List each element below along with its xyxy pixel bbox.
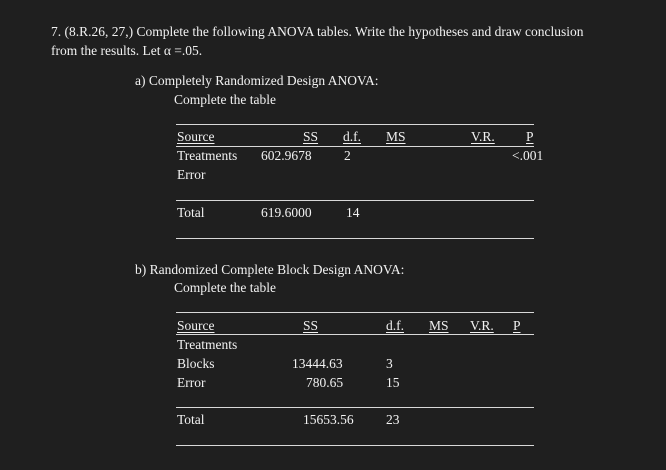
table-b-row-blocks-df: 3	[386, 356, 393, 371]
table-b-row-blocks-ss: 13444.63	[292, 356, 343, 371]
table-a-top-rule	[176, 124, 534, 125]
problem-line-2: from the results. Let α =.05.	[51, 43, 203, 58]
table-a-row-treatments-ss: 602.9678	[261, 148, 312, 163]
table-b-header-ss: SS	[303, 318, 319, 333]
table-a-row-treatments-df: 2	[344, 148, 351, 163]
table-b-header-p: P	[513, 318, 521, 333]
table-a-row-treatments-source: Treatments	[177, 148, 238, 163]
part-a-subheading: Complete the table	[174, 92, 276, 107]
table-a-row-total-ss: 619.6000	[261, 205, 312, 220]
table-b-row-treatments-source: Treatments	[177, 337, 238, 352]
table-b-header-vr: V.R.	[470, 318, 494, 333]
table-a-row-total-source: Total	[177, 205, 205, 220]
table-a-header-p: P	[526, 129, 534, 144]
table-a-header-vr: V.R.	[471, 129, 495, 144]
table-b-row-total-source: Total	[177, 412, 205, 427]
table-b-header-df: d.f.	[386, 318, 404, 333]
table-b-row-error-ss: 780.65	[306, 375, 344, 390]
table-a-row-treatments-p: <.001	[512, 148, 544, 163]
table-a-row-total-df: 14	[346, 205, 360, 220]
table-b-row-total-df: 23	[386, 412, 400, 427]
table-b-row-error-source: Error	[177, 375, 206, 390]
table-a-header-ms: MS	[386, 129, 406, 144]
table-a-header-rule	[176, 146, 534, 147]
table-b-header-rule	[176, 334, 534, 335]
table-b-top-rule	[176, 312, 534, 313]
table-a-bottom-rule	[176, 238, 534, 239]
table-b-header-source: Source	[177, 318, 215, 333]
table-a-header-ss: SS	[303, 129, 319, 144]
problem-line-1: 7. (8.R.26, 27,) Complete the following ANOVA tables. Write the hypotheses and draw conclusion	[51, 24, 584, 39]
part-a-heading: a) Completely Randomized Design ANOVA:	[135, 73, 379, 88]
table-b-row-blocks-source: Blocks	[177, 356, 215, 371]
part-b-heading: b) Randomized Complete Block Design ANOVA:	[135, 262, 405, 277]
table-b-row-total-ss: 15653.56	[303, 412, 354, 427]
table-a-mid-rule	[176, 200, 534, 201]
table-b-mid-rule	[176, 407, 534, 408]
table-a-header-source: Source	[177, 129, 215, 144]
part-b-subheading: Complete the table	[174, 280, 276, 295]
table-a-header-df: d.f.	[343, 129, 361, 144]
table-b-header-ms: MS	[429, 318, 449, 333]
table-b-row-error-df: 15	[386, 375, 400, 390]
table-a-row-error-source: Error	[177, 167, 206, 182]
table-b-bottom-rule	[176, 445, 534, 446]
